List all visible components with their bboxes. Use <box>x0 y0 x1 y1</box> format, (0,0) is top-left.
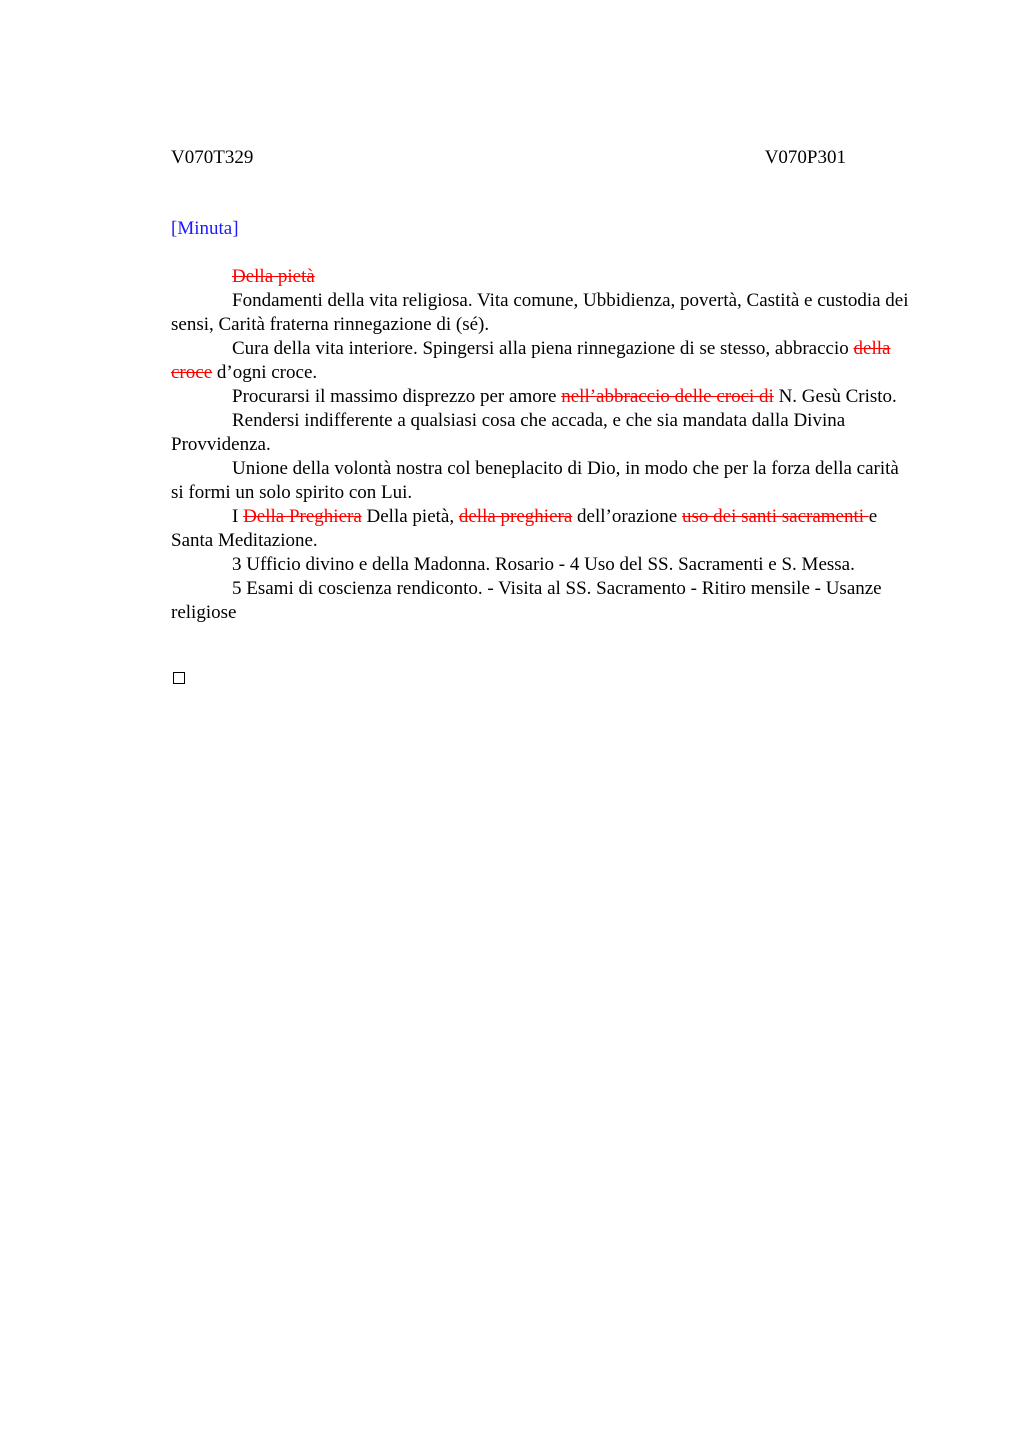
paragraph-text: Unione della volontà nostra col beneplacito di Dio, in modo che per la forza della carità si formi un solo spirito con Lui. <box>171 458 899 503</box>
paragraph-text: Rendersi indifferente a qualsiasi cosa che accada, e che sia mandata dalla Divina Provvidenza. <box>171 410 846 455</box>
paragraph-rendersi <box>171 409 911 457</box>
deleted-text: della preghiera <box>458 506 573 527</box>
deleted-text: uso dei santi sacramenti <box>682 506 869 527</box>
paragraph-text: 3 Ufficio divino e della Madonna. Rosario - 4 Uso del SS. Sacramenti e S. Messa. <box>232 554 855 575</box>
paragraph-text: e Santa Meditazione. <box>171 506 878 551</box>
deleted-text: nell’abbraccio delle croci di <box>561 386 774 407</box>
paragraph-text: 5 Esami di coscienza rendiconto. - Visita al SS. Sacramento - Ritiro mensile - Usanze religiose <box>171 578 882 623</box>
document-body <box>171 265 911 625</box>
paragraph-unione <box>171 457 911 505</box>
paragraph-heading <box>171 265 911 289</box>
paragraph-text: Cura della vita interiore. Spingersi alla piena rinnegazione di se stesso, abbraccio <box>232 338 854 359</box>
deleted-text: della croce <box>171 338 891 383</box>
paragraph-ufficio <box>171 553 911 577</box>
paragraph-cura <box>171 337 911 385</box>
minuta-label: [Minuta] <box>171 218 239 239</box>
paragraph-text: Della pietà, <box>361 506 459 527</box>
paragraph-fondamenti <box>171 289 911 337</box>
checkbox-icon <box>173 672 185 684</box>
document-code-left: V070T329 <box>171 147 254 168</box>
deleted-text: Della Preghiera <box>243 506 362 527</box>
paragraph-text: N. Gesù Cristo. <box>773 386 897 407</box>
paragraph-text: I <box>232 506 244 527</box>
paragraph-esami <box>171 577 911 625</box>
deleted-text: Della pietà <box>232 266 315 287</box>
document-code-right: V070P301 <box>764 147 846 168</box>
paragraph-procurarsi <box>171 385 911 409</box>
page-header <box>171 147 846 171</box>
paragraph-pieta <box>171 505 911 553</box>
paragraph-text: dell’orazione <box>572 506 682 527</box>
paragraph-text: Fondamenti della vita religiosa. Vita comune, Ubbidienza, povertà, Castità e custodia dei sensi, Carità fraterna rinnegazione di (sé). <box>171 290 909 335</box>
paragraph-text: d’ogni croce. <box>212 362 318 383</box>
paragraph-text: Procurarsi il massimo disprezzo per amore <box>232 386 562 407</box>
